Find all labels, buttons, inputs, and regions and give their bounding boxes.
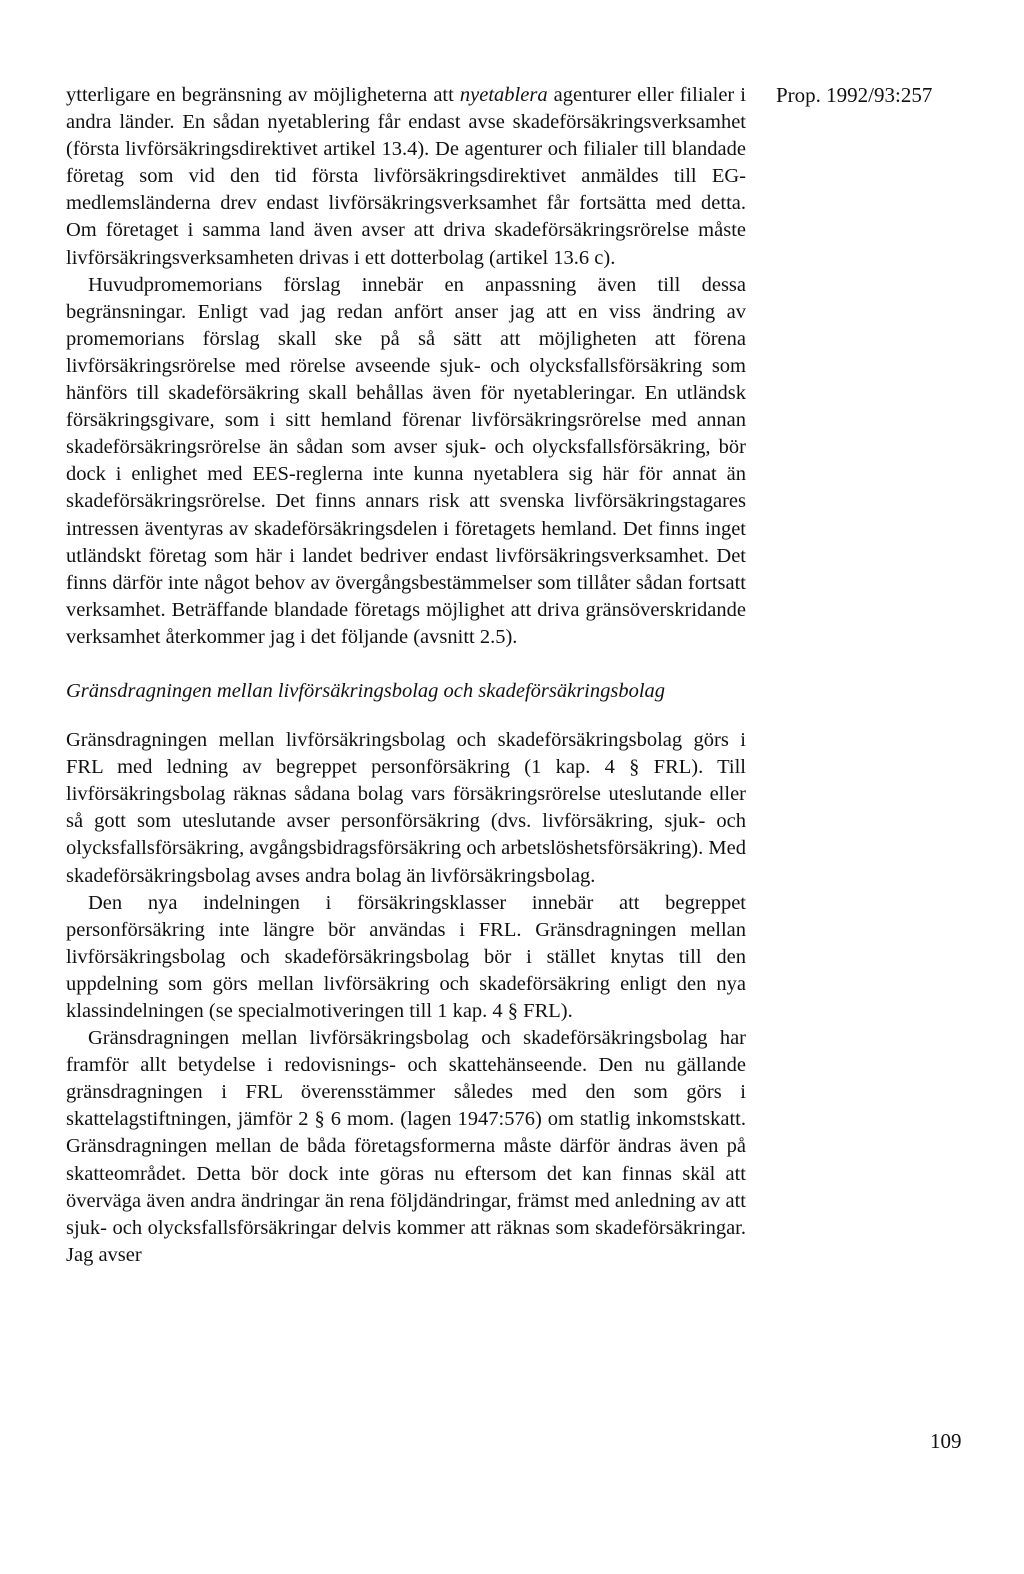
- paragraph-4: Den nya indelningen i försäkringsklasser innebär att begreppet personförsäkring inte längre bör användas i FRL. Gränsdragningen mellan livförsäkringsbolag och skadeförsäkringsbolag bör i stället knytas till den uppdelning som görs mellan livförsäkring och skadeförsäkring enligt den nya klassindelningen (se specialmotiveringen till 1 kap. 4 § FRL).: [66, 891, 746, 1022]
- section-heading: Gränsdragningen mellan livförsäkringsbolag och skadeförsäkringsbolag: [66, 679, 666, 702]
- body-text: [66, 82, 746, 1269]
- paragraph-1-start: ytterligare en begränsning av möjligheterna att: [66, 84, 460, 106]
- spacer: [66, 705, 746, 727]
- page-number: 109: [930, 1429, 962, 1453]
- paragraph-2: Huvudpromemorians förslag innebär en anpassning även till dessa begränsningar. Enligt vad jag redan anfört anser jag att en viss ändring av promemorians förslag skall ske på så sätt att möjligheten att förena livförsäkringsrörelse med rörelse avseende sjuk- och olycksfallsförsäkring som hänförs till skadeförsäkring skall behållas även för nyetableringar. En utländsk försäkringsgivare, som i sitt hemland förenar livförsäkringsrörelse med annan skadeförsäkringsrörelse än sådan som avser sjuk- och olycksfallsförsäkring, bör dock i enlighet med EES-reglerna inte kunna nyetablera sig här för annat än skadeförsäkringsrörelse. Det finns annars risk att svenska livförsäkringstagares intressen äventyras av skadeförsäkringsdelen i företagets hemland. Det finns inget utländskt företag som här i landet bedriver endast livförsäkringsverksamhet. Det finns därför inte något behov av övergångsbestämmelser som tillåter sådan fortsatt verksamhet. Beträffande blandade företags möjlighet att driva gränsöverskridande verksamhet återkommer jag i det följande (avsnitt 2.5).: [66, 273, 746, 648]
- paragraph-1: [66, 82, 746, 272]
- spacer: [66, 651, 746, 678]
- proposition-reference: Prop. 1992/93:257: [776, 83, 933, 107]
- paragraph-5: Gränsdragningen mellan livförsäkringsbolag och skadeförsäkringsbolag har framför allt betydelse i redovisnings- och skattehänseende. Den nu gällande gränsdragningen i FRL överensstämmer således med den som görs i skattelagstiftningen, jämför 2 § 6 mom. (lagen 1947:576) om statlig inkomstskatt. Gränsdragningen mellan de båda företagsformerna måste därför ändras även på skatteområdet. Detta bör dock inte göras nu eftersom det kan finnas skäl att överväga även andra ändringar än rena följdändringar, främst med anledning av att sjuk- och olycksfallsförsäkringar delvis kommer att räknas som skadeförsäkringar. Jag avser: [66, 1027, 746, 1266]
- paragraph-1-emphasis: nyetablera: [459, 84, 548, 106]
- paragraph-3: Gränsdragningen mellan livförsäkringsbolag och skadeförsäkringsbolag görs i FRL med ledning av begreppet personförsäkring (1 kap. 4 § FRL). Till livförsäkringsbolag räknas sådana bolag vars försäkringsrörelse uteslutande eller så gott som uteslutande avser personförsäkring (dvs. livförsäkring, sjuk- och olycksfallsförsäkring, avgångsbidragsförsäkring och arbetslöshetsförsäkring). Med skadeförsäkringsbolag avses andra bolag än livförsäkringsbolag.: [66, 729, 746, 887]
- paragraph-1-rest: agenturer eller filialer i andra länder. En sådan nyetablering får endast avse skadeförsäkringsverksamhet (första livförsäkringsdirektivet artikel 13.4). De agenturer och filialer till blandade företag som vid den tid första livförsäkringsdirektivet anmäldes till EG-medlemsländerna drev endast livförsäkringsverksamhet får fortsätta med detta. Om företaget i samma land även avser att driva skadeförsäkringsrörelse måste livförsäkringsverksamheten drivas i ett dotterbolag (artikel 13.6 c).: [66, 84, 747, 269]
